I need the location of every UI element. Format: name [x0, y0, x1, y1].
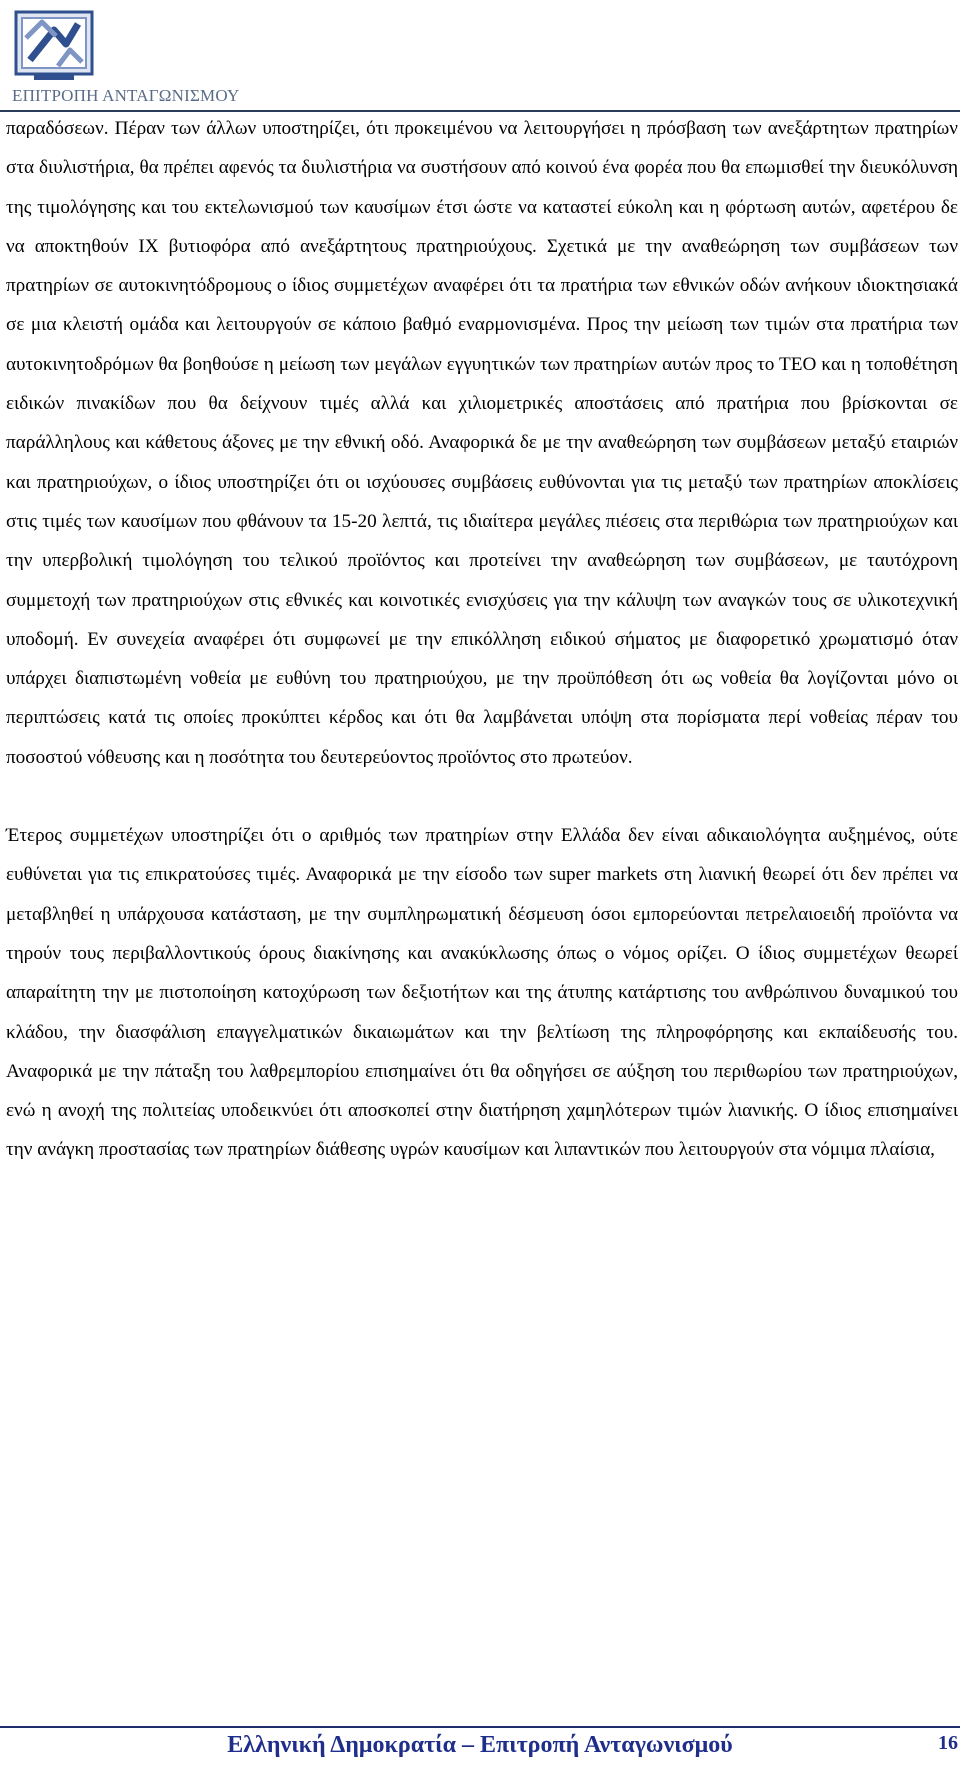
page-number: 16	[938, 1732, 958, 1754]
paragraph-1: παραδόσεων. Πέραν των άλλων υποστηρίζει, ότι προκειμένου να λειτουργήσει η πρόσβαση των ανεξάρτητων πρατηρίων στα διυλιστήρια, θα πρέπει αφενός τα διυλιστήρια να συστήσουν από κοινού ένα φορέα που θα επωμισθεί την διευκόλυνση της τιμολόγησης και του εκτελωνισμού των καυσίμων έτσι ώστε να καταστεί εύκολη και η φόρτωση αυτών, αφετέρου δε να αποκτηθούν ΙΧ βυτιοφόρα από ανεξάρτητους πρατηριούχους. Σχετικά με την αναθεώρηση των συμβάσεων των πρατηρίων σε αυτοκινητόδρομους ο ίδιος συμμετέχων αναφέρει ότι τα πρατήρια των εθνικών οδών ανήκουν ιδιοκτησιακά σε μια κλειστή ομάδα και λειτουργούν σε κάποιο βαθμό εναρμονισμένα. Προς την μείωση των τιμών στα πρατήρια των αυτοκινητοδρόμων θα βοηθούσε η μείωση των μεγάλων εγγυητικών των πρατηρίων αυτών προς το ΤΕΟ και η τοποθέτηση ειδικών πινακίδων που θα δείχνουν τιμές αλλά και χιλιομετρικές αποστάσεις από πρατήρια που βρίσκονται σε παράλληλους και κάθετους άξονες με την εθνική οδό. Αναφορικά δε με την αναθεώρηση των συμβάσεων μεταξύ εταιριών και πρατηριούχων, ο ίδιος υποστηρίζει ότι οι ισχύουσες συμβάσεις ευθύνονται για τις μεταξύ των πρατηρίων αποκλίσεις στις τιμές των καυσίμων που φθάνουν τα 15-20 λεπτά, τις ιδιαίτερα μεγάλες πιέσεις στα περιθώρια των πρατηριούχων και την υπερβολική τιμολόγηση του τελικού προϊόντος και προτείνει την αναθεώρηση των συμβάσεων, με ταυτόχρονη συμμετοχή των πρατηριούχων στις εθνικές και κοινοτικές ενισχύσεις για την κάλυψη των αναγκών τους σε υλικοτεχνική υποδομή. Εν συνεχεία αναφέρει ότι συμφωνεί με την επικόλληση ειδικού σήματος με διαφορετικό χρωματισμό όταν υπάρχει διαπιστωμένη νοθεία με ευθύνη του πρατηριούχου, με την προϋπόθεση ότι ως νοθεία θα λογίζονται μόνο οι περιπτώσεις κατά τις οποίες προκύπτει κέρδος και ότι θα λαμβάνεται υπόψη στα πορίσματα περί νοθείας πέραν του ποσοστού νόθευσης και η ποσότητα του δευτερεύοντος προϊόντος στο πρωτεύον.	[6, 118, 958, 768]
competition-commission-logo-icon	[12, 10, 96, 82]
organization-name: ΕΠΙΤΡΟΠΗ ΑΝΤΑΓΩΝΙΣΜΟΥ	[12, 86, 240, 105]
footer-title: Ελληνική Δημοκρατία – Επιτροπή Ανταγωνισμού	[227, 1732, 733, 1758]
footer-divider	[0, 1726, 960, 1728]
page-header	[12, 10, 302, 106]
paragraph-2: Έτερος συμμετέχων υποστηρίζει ότι ο αριθμός των πρατηρίων στην Ελλάδα δεν είναι αδικαιολόγητα αυξημένος, ούτε ευθύνεται για τις επικρατούσες τιμές. Αναφορικά με την είσοδο των super markets στη λιανική θεωρεί ότι δεν πρέπει να μεταβληθεί η υπάρχουσα κατάσταση, με την συμπληρωματική δέσμευση όσοι εμπορεύονται πετρελαιοειδή προϊόντα να τηρούν τους περιβαλλοντικούς όρους διακίνησης και ανακύκλωσης όπως ο νόμος ορίζει. Ο ίδιος συμμετέχων θεωρεί απαραίτητη την με πιστοποίηση κατοχύρωση των δεξιοτήτων και της άτυπης κατάρτισης του ανθρώπινου δυναμικού του κλάδου, την διασφάλιση επαγγελματικών δικαιωμάτων και την βελτίωση της πληροφόρησης και εκπαίδευσής του. Αναφορικά με την πάταξη του λαθρεμπορίου επισημαίνει ότι θα οδηγήσει σε αύξηση του περιθωρίου των πρατηριούχων, ενώ η ανοχή της πολιτείας υποδεικνύει ότι αποσκοπεί στην διατήρηση χαμηλότερων τιμών λιανικής. Ο ίδιος επισημαίνει την ανάγκη προστασίας των πρατηρίων διάθεσης υγρών καυσίμων και λιπαντικών που λειτουργούν στα νόμιμα πλαίσια,	[6, 825, 958, 1161]
document-body	[6, 109, 958, 1170]
